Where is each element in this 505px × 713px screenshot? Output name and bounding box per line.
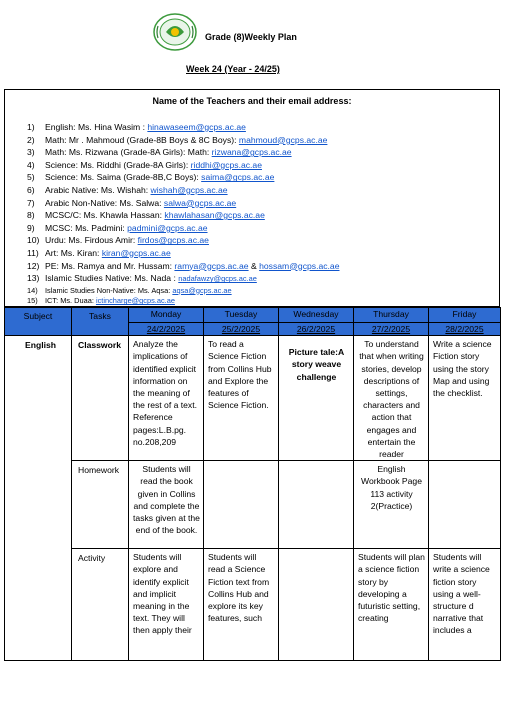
teacher-name: Art: Ms. Kiran: xyxy=(45,247,102,258)
item-number: 1) xyxy=(27,122,35,132)
item-number: 15) xyxy=(27,296,38,306)
header-row-days xyxy=(5,308,501,323)
teacher-name: MCSC: Ms. Padmini: xyxy=(45,222,128,233)
day-header: Thursday xyxy=(354,308,429,323)
email-link[interactable]: riddhi@gcps.ac.ae xyxy=(190,159,262,170)
teacher-item xyxy=(27,197,499,210)
teacher-item xyxy=(27,222,499,235)
email-link[interactable]: aqsa@gcps.ac.ae xyxy=(172,285,232,295)
plan-cell: Students will explore and identify explicit and implicit meaning in the text. They will then apply their xyxy=(129,549,204,661)
plan-cell: English Workbook Page 113 activity 2(Practice) xyxy=(354,461,429,549)
item-number: 2) xyxy=(27,134,35,145)
date-header: 24/2/2025 xyxy=(129,323,204,336)
teacher-item xyxy=(27,272,499,286)
email-link[interactable]: ictincharge@gcps.ac.ae xyxy=(95,296,175,306)
plan-cell: Students will write a science fiction story using a well-structure d narrative that includes a xyxy=(429,549,501,661)
teacher-item xyxy=(27,296,499,307)
task-label: Homework xyxy=(72,461,129,549)
email-link[interactable]: wishah@gcps.ac.ae xyxy=(150,184,228,195)
teacher-item xyxy=(27,159,499,172)
table-row-homework xyxy=(5,461,501,549)
week-label: Week 24 (Year - 24/25) xyxy=(186,64,280,74)
email-link[interactable]: hossam@gcps.ac.ae xyxy=(259,260,340,271)
teacher-name: Urdu: Ms. Firdous Amir: xyxy=(45,235,138,246)
plan-cell: To understand that when writing stories, develop descriptions of settings, characters and action that engages and entertain the reader xyxy=(354,336,429,461)
teachers-heading: Name of the Teachers and their email address: xyxy=(152,96,352,106)
email-link[interactable]: nadafawzy@gcps.ac.ae xyxy=(178,274,257,284)
email-link[interactable]: khawlahasan@gcps.ac.ae xyxy=(164,210,265,221)
teacher-item xyxy=(27,184,499,197)
teacher-name: Science: Ms. Riddhi (Grade-8A Girls): xyxy=(45,159,191,170)
subject-cell: English xyxy=(5,336,72,661)
teacher-name: Math: Mr . Mahmoud (Grade-8B Boys & 8C Boys): xyxy=(45,134,239,145)
item-number: 10) xyxy=(27,235,40,246)
email-link[interactable]: salwa@gcps.ac.ae xyxy=(163,197,237,208)
teachers-box xyxy=(4,89,500,307)
plan-cell: Picture tale:A story weave challenge xyxy=(279,336,354,461)
item-number: 12) xyxy=(27,260,40,271)
item-number: 3) xyxy=(27,147,35,158)
plan-cell: Students will read a Science Fiction text from Collins Hub and explore its key features, such xyxy=(204,549,279,661)
item-number: 5) xyxy=(27,172,35,183)
teacher-name: Islamic Studies Native: Ms. Nada : xyxy=(45,273,179,284)
item-number: 14) xyxy=(27,285,38,295)
date-header: 27/2/2025 xyxy=(354,323,429,336)
teacher-item xyxy=(27,209,499,222)
teacher-item xyxy=(27,171,499,184)
teacher-name: ICT: Ms. Duaa: xyxy=(45,296,96,306)
task-label: Classwork xyxy=(72,336,129,461)
day-header: Monday xyxy=(129,308,204,323)
teacher-name: Arabic Native: Ms. Wishah: xyxy=(45,184,151,195)
plan-cell: To read a Science Fiction from Collins Hub and Explore the features of Science Fiction. xyxy=(204,336,279,461)
date-header: 26/2/2025 xyxy=(279,323,354,336)
date-header: 25/2/2025 xyxy=(204,323,279,336)
plan-cell: Write a science Fiction story using the story Map and using the checklist. xyxy=(429,336,501,461)
teacher-name: MCSC/C: Ms. Khawla Hassan: xyxy=(45,210,165,221)
item-number: 7) xyxy=(27,197,35,208)
table-row-classwork xyxy=(5,336,501,461)
school-logo xyxy=(152,12,198,52)
item-number: 8) xyxy=(27,210,35,221)
email-link[interactable]: padmini@gcps.ac.ae xyxy=(127,222,208,233)
plan-cell: Students will plan a science fiction story by developing a futuristic setting, creating xyxy=(354,549,429,661)
teacher-item xyxy=(27,247,499,260)
item-number: 13) xyxy=(27,273,40,284)
email-link[interactable]: ramya@gcps.ac.ae xyxy=(174,260,249,271)
item-number: 9) xyxy=(27,222,35,233)
email-link[interactable]: mahmoud@gcps.ac.ae xyxy=(238,134,328,145)
date-header: 28/2/2025 xyxy=(429,323,501,336)
teacher-name: Science: Ms. Saima (Grade-8B,C Boys): xyxy=(45,172,202,183)
email-link[interactable]: rizwana@gcps.ac.ae xyxy=(211,147,292,158)
plan-cell xyxy=(279,461,354,549)
email-link[interactable]: kiran@gcps.ac.ae xyxy=(101,247,171,258)
teacher-item xyxy=(27,234,499,247)
teacher-item xyxy=(27,286,499,297)
email-link[interactable]: hinawaseem@gcps.ac.ae xyxy=(147,122,246,132)
teacher-name: Islamic Studies Non-Native: Ms. Aqsa: xyxy=(45,285,173,295)
plan-cell xyxy=(204,461,279,549)
item-number: 6) xyxy=(27,184,35,195)
teacher-list xyxy=(27,121,499,307)
teacher-name: PE: Ms. Ramya and Mr. Hussam: xyxy=(45,260,175,271)
teacher-name: English: Ms. Hina Wasim : xyxy=(45,122,148,132)
weekly-plan-table xyxy=(4,307,501,661)
day-header: Tuesday xyxy=(204,308,279,323)
item-number: 4) xyxy=(27,159,35,170)
subject-column-header: Subject xyxy=(5,308,72,336)
teacher-name: Arabic Non-Native: Ms. Salwa: xyxy=(45,197,164,208)
teacher-item xyxy=(27,146,499,159)
day-header: Wednesday xyxy=(279,308,354,323)
teacher-item xyxy=(27,134,499,147)
email-link[interactable]: firdos@gcps.ac.ae xyxy=(137,235,209,246)
task-label: Activity xyxy=(72,549,129,661)
plan-cell xyxy=(429,461,501,549)
teacher-item xyxy=(27,260,499,273)
item-number: 11) xyxy=(27,247,39,258)
plan-cell: Analyze the implications of identified explicit information on the meaning of the rest of a text. Reference pages:L.B.pg. no.208,209 xyxy=(129,336,204,461)
day-header: Friday xyxy=(429,308,501,323)
email-link[interactable]: saima@gcps.ac.ae xyxy=(201,172,275,183)
plan-cell: Students will read the book given in Collins and complete the tasks given at the end of the book. xyxy=(129,461,204,549)
table-row-activity xyxy=(5,549,501,661)
teacher-name: Math: Ms. Rizwana (Grade-8A Girls): Math: xyxy=(45,147,212,158)
email-separator: & xyxy=(248,260,260,271)
tasks-column-header: Tasks xyxy=(72,308,129,336)
plan-cell xyxy=(279,549,354,661)
teacher-item xyxy=(27,121,499,134)
page-title: Grade (8)Weekly Plan xyxy=(205,32,297,42)
